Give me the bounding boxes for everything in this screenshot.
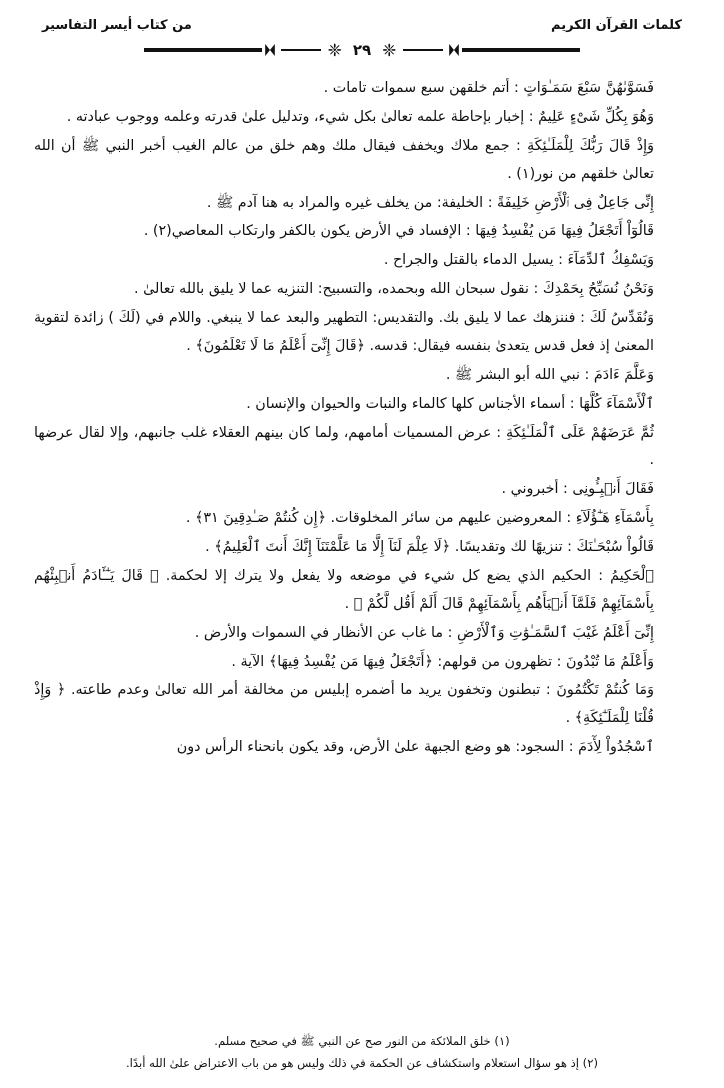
header-left-title: من كتاب أيسر التفاسير — [42, 18, 192, 33]
divider-diamond-left — [265, 44, 275, 56]
body-paragraph: وَإِذْ قَالَ رَبُّكَ لِلْمَلَـٰئِكَةِ : جمع ملاك ويخفف فيقال ملك وهم خلق من عالم الغيب أخبر النبي ﷺ أن الله تعالىٰ خلقهم من نور(١) . — [34, 137, 654, 182]
ornament-right-icon: ❈ — [382, 40, 397, 61]
body-paragraph: ثُمَّ عَرَضَهُمْ عَلَى ٱلْمَلَـٰئِكَةِ : عرض المسميات أمامهم، ولما كان بينهم العقلاء غلب جانبهم، وإلا لقال عرضها . — [34, 424, 654, 469]
page-number: ٢٩ — [352, 41, 372, 59]
header-right-title: كلمات القرآن الكريم — [551, 18, 682, 33]
body-paragraph: وَأَعْلَمُ مَا تُبْدُونَ : تظهرون من قولهم: ﴿أَتَجْعَلُ فِيهَا مَن يُفْسِدُ فِيهَا﴾ الآية . — [231, 653, 654, 670]
page-header — [34, 18, 690, 33]
body-paragraph: وَنُقَدِّسُ لَكَ : فننزهك عما لا يليق بك. والتقديس: التطهير والبعد عما لا ينبغي. واللام في (لَكَ ) زائدة لتقوية المعنىٰ إذ فعل قدس يتعدىٰ بنفسه فيقال: قدسه. ﴿قَالَ إِنِّىٓ أَعْلَمُ مَا لَا تَعْلَمُونَ﴾ . — [34, 310, 654, 354]
body-paragraph: وَيَسْفِكُ ٱلدِّمَآءَ : يسيل الدماء بالقتل والجراح . — [383, 252, 654, 269]
footnote-item: (١) خلق الملائكة من النور صح عن النبي ﷺ في صحيح مسلم. — [214, 1034, 510, 1049]
body-paragraph: وَهُوَ بِكُلِّ شَىْءٍ عَلِيمٌ : إخبار بإحاطة علمه تعالىٰ بكل شيء، وتدليل علىٰ قدرته وعلمه ووجوب عبادته . — [66, 108, 654, 125]
body-paragraph: قَالُوٓاْ أَتَجْعَلُ فِيهَا مَن يُفْسِدُ فِيهَا : الإفساد في الأرض يكون بالكفر وارتكاب المعاصي(٢) . — [143, 223, 654, 240]
body-paragraph: وَمَا كُنتُمْ تَكْتُمُونَ : تبطنون وتخفون يريد ما أضمره إبليس من مخالفة أمر الله تعالىٰ وعدم طاعته. ﴿ وَإِذْ قُلْنَا لِلْمَلَـٰٓئِكَةِ﴾ . — [34, 682, 654, 727]
body-paragraph: فَقَالَ أَنۢبِـُٔونِى : أخبروني . — [501, 481, 654, 498]
ornament-left-icon: ❈ — [327, 40, 342, 61]
footnotes-section — [34, 1027, 690, 1074]
body-paragraph: وَنَحْنُ نُسَبِّحُ بِحَمْدِكَ : نقول سبحان الله وبحمده، والتسبيح: التنزيه عما لا يليق بالله تعالىٰ . — [134, 281, 654, 298]
divider-bar-thin-right — [403, 49, 443, 51]
divider-diamond-right — [450, 44, 460, 56]
body-paragraph: ٱسْجُدُواْ لِأٓدَمَ : السجود: هو وضع الجبهة علىٰ الأرض، وقد يكون بانحناء الرأس دون — [176, 739, 654, 756]
body-paragraph: إِنِّى جَاعِلٌ فِى ٱلْأَرْضِ خَلِيفَةً : الخليفة: من يخلف غيره والمراد به هنا آدم ﷺ . — [206, 194, 654, 211]
body-paragraph: ٱلْحَكِيمُ : الحكيم الذي يضع كل شيء في موضعه ولا يفعل ولا يترك إلا لحكمة. ﴿ قَالَ يَـٰٓـَٔادَمُ أَنۢبِئْهُم بِأَسْمَآئِهِمْ فَلَمَّآ أَنۢبَأَهُم بِأَسْمَآئِهِمْ قَالَ أَلَمْ أَقُل لَّكُمْ ﴾ . — [34, 567, 654, 612]
body-paragraph: إِنِّىٓ أَعْلَمُ غَيْبَ ٱلسَّمَـٰوَٰتِ وَٱلْأَرْضِ : ما غاب عن الأنظار في السموات والأرض . — [194, 624, 654, 641]
body-paragraph: قَالُواْ سُبْحَـٰنَكَ : تنزيهًا لك وتقديسًا. ﴿لَا عِلْمَ لَنَآ إِلَّا مَا عَلَّمْتَنَآ إِنَّكَ أَنتَ ٱلْعَلِيمُ﴾ . — [205, 539, 654, 555]
divider-bar-right — [462, 48, 580, 52]
divider-bar-thin-left — [281, 49, 321, 51]
ornamental-divider — [34, 39, 690, 61]
body-paragraph: ٱلْأَسْمَآءَ كُلَّهَا : أسماء الأجناس كلها كالماء والنبات والحيوان والإنسان . — [246, 395, 654, 412]
body-paragraph: بِأَسْمَآءِ هَـٰٓؤُلَآءِ : المعروضين عليهم من سائر المخلوقات. ﴿إِن كُنتُمْ صَـٰدِقِينَ ٣١﴾ . — [185, 510, 654, 527]
page-body — [34, 75, 690, 762]
footnote-item: (٢) إذ هو سؤال استعلام واستكشاف عن الحكمة في ذلك وليس هو من باب الاعتراض علىٰ الله أبدًا. — [126, 1055, 598, 1070]
body-paragraph: وَعَلَّمَ ءَادَمَ : نبي الله أبو البشر ﷺ . — [445, 366, 654, 383]
divider-bar-left — [144, 48, 262, 52]
body-paragraph: فَسَوَّىٰهُنَّ سَبْعَ سَمَـٰوَاتٍ : أتم خلقهن سبع سموات تامات . — [323, 80, 654, 96]
